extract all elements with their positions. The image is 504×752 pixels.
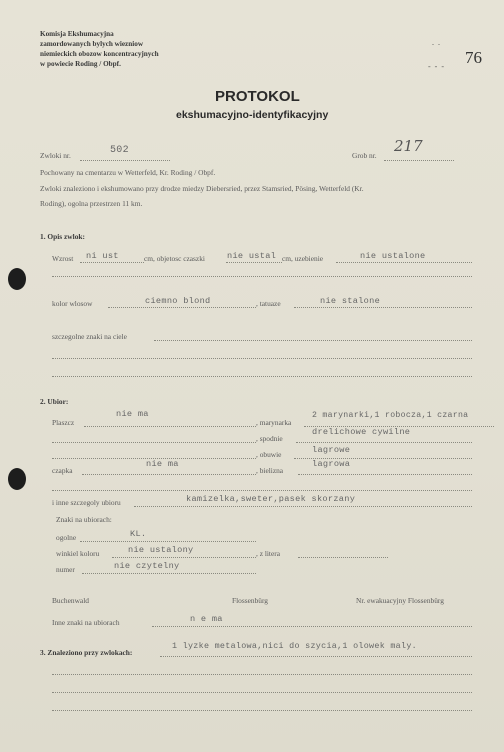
tattoo-label: , tatuaze [256,299,281,308]
other-line [134,506,472,507]
general-value: KL. [130,529,147,539]
shoes-value: lagrowe [312,445,351,455]
camp-buchenwald: Buchenwald [52,596,89,605]
underwear-line [298,474,472,475]
letter-label: , z litera [256,549,281,558]
grave-number: 217 [394,137,423,155]
skull-unit: cm, uzebienie [282,254,324,263]
shoes-label: , obuwie [256,450,282,459]
remains-number: 502 [110,145,129,156]
height-line [80,262,144,263]
other-label: i inne szczegoly ubioru [52,498,121,507]
found-line-1: Zwloki znaleziono i ekshumowano przy drodze miedzy Diebersried, przez Stamsried, Pösing, Wetterfeld (Kr. [40,184,364,193]
document-subtitle: ekshumacyjno-identyfikacyjny [176,109,329,121]
page-number: 76 [465,48,482,67]
section-3-line [160,656,472,657]
teeth-value: nie ustalone [360,251,426,261]
inne-value: n e ma [190,614,223,624]
section-1-line-c [52,376,472,377]
coat-line [84,426,256,427]
jacket-label: , marynarka [256,418,292,427]
punch-hole-top [8,268,26,290]
grave-line [384,160,454,161]
document-title: PROTOKOL [215,88,300,105]
section-3-line-b [52,692,472,693]
trousers-label: , spodnie [256,434,283,443]
skull-value: nie ustal [227,251,277,261]
remains-line [80,160,170,161]
coat-value: nie ma [116,409,149,419]
number-value: nie czytelny [114,561,180,571]
teeth-line [336,262,472,263]
coat-label: Plaszcz [52,418,75,427]
org-line-4: w powiecie Roding / Obpf. [40,60,121,68]
number-line [82,573,256,574]
buried-text: Pochowany na cmentarzu w Wetterfeld, Kr. Roding / Obpf. [40,168,216,177]
found-line-2: Roding), ogolna przestrzen 11 km. [40,199,143,208]
evacuation-label: Nr. ewakuacyjny Flossenbürg [356,596,444,605]
trousers-value: drelichowe cywilne [312,427,411,437]
height-label: Wzrost [52,254,74,263]
skull-line [226,262,282,263]
org-line-3: niemieckich obozow koncentracyjnych [40,50,159,58]
corner-dashes: - - - [428,62,445,71]
cap-label: czapka [52,466,73,475]
triangle-value: nie ustalony [128,545,194,555]
number-label: numer [56,565,75,574]
cap-value: nie ma [146,459,179,469]
signs-label: Znaki na ubiorach: [56,515,112,524]
remains-label: Zwloki nr. [40,151,71,160]
tattoo-value: nie stalone [320,296,381,306]
inne-label: Inne znaki na ubiorach [52,618,120,627]
underwear-value: lagrowa [312,459,351,469]
section-3-heading: 3. Znaleziono przy zwlokach: [40,648,133,657]
hair-value: ciemno blond [145,296,211,306]
general-label: ogolne [56,533,77,542]
section-3-value: 1 lyzke metalowa,nici do szycia,1 olowek maly. [172,641,417,651]
jacket-value: 2 marynarki,1 robocza,1 czarna [312,411,469,420]
section-2-line-a [52,490,472,491]
hair-line [108,307,256,308]
other-value: kamizelka,sweter,pasek skorzany [186,494,356,504]
punch-hole-bottom [8,468,26,490]
camp-flossenburg: Flossenbürg [232,596,269,605]
marks-label: szczegolne znaki na ciele [52,332,127,341]
section-3-line-c [52,710,472,711]
trousers-blank-line [52,442,256,443]
height-value: ni ust [86,251,119,261]
section-1-line-b [52,358,472,359]
section-3-line-a [52,674,472,675]
triangle-label: winkiel koloru [56,549,100,558]
section-2-heading: 2. Ubior: [40,397,69,406]
letter-line [298,557,388,558]
general-line [80,541,256,542]
trousers-line [296,442,472,443]
section-1-line-a [52,276,472,277]
grave-label: Grob nr. [352,151,377,160]
org-line-1: Komisja Ekshumacyjna [40,30,114,38]
tattoo-line [294,307,472,308]
hair-label: kolor wlosow [52,299,93,308]
corner-marks: . . [432,38,441,47]
org-line-2: zamordowanych bylych wiezniow [40,40,144,48]
triangle-line [112,557,256,558]
height-unit: cm, objetosc czaszki [144,254,205,263]
cap-line [82,474,256,475]
section-1-heading: 1. Opis zwlok: [40,232,85,241]
marks-line [154,340,472,341]
inne-line [152,626,472,627]
underwear-label: , bielizna [256,466,284,475]
